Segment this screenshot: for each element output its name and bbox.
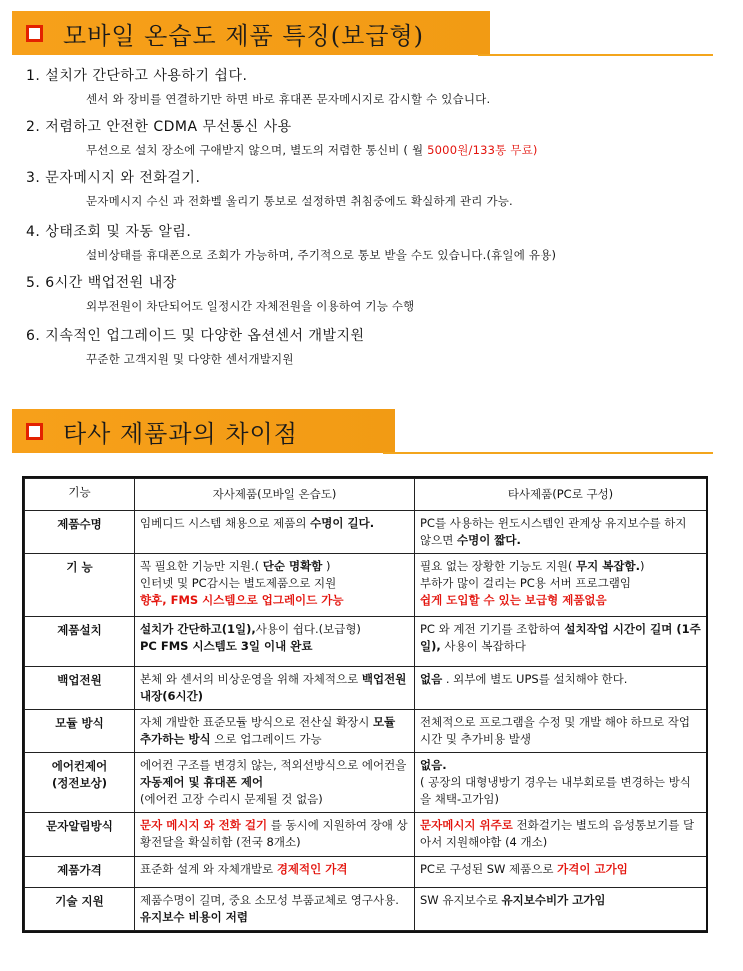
section-header-differences <box>0 409 743 453</box>
theirs-cell <box>415 857 707 888</box>
feature-title: 4. 상태조회 및 자동 알림. <box>26 224 192 240</box>
feature-cell: 백업전원 <box>25 667 135 710</box>
table-row <box>25 857 707 888</box>
section-header-bar <box>12 11 490 55</box>
cell-text: 전화걸기는 별도의 음성통보기를 달아서 지원해야함 (4 개소) <box>420 818 695 849</box>
table-row <box>25 753 707 813</box>
checkbox-square-icon <box>26 25 43 42</box>
cell-text: 향후, FMS 시스템으로 업그레이드 가능 <box>140 593 344 607</box>
feature-title: 5. 6시간 백업전원 내장 <box>26 275 177 291</box>
feature-description-text: 무선으로 설치 장소에 구애받지 않으며, 별도의 저렴한 통신비 ( 월 <box>86 143 428 157</box>
section-header-bar <box>12 409 395 453</box>
cell-text: 없음. <box>420 758 447 772</box>
cell-text: 없음 <box>420 672 443 686</box>
theirs-cell <box>415 667 707 710</box>
feature-description-text: 외부전원이 차단되어도 일정시간 자체전원을 이용하여 기능 수행 <box>86 299 415 313</box>
feature-cell: 에어컨제어 (정전보상) <box>25 753 135 813</box>
theirs-cell <box>415 554 707 617</box>
ours-cell <box>135 813 415 857</box>
cell-text: 필요 없는 장황한 기능도 지원( <box>420 559 577 573</box>
ours-cell <box>135 511 415 554</box>
feature-description <box>86 297 723 315</box>
header-theirs: 타사제품(PC로 구성) <box>415 479 707 511</box>
cell-text: 단순 명확함 <box>262 559 323 573</box>
cell-text: 문자 메시지 와 전화 걸기 <box>140 818 268 832</box>
ours-cell <box>135 753 415 813</box>
section-title: 모바일 온습도 제품 특징(보급형) <box>63 21 425 50</box>
section-header-features <box>0 11 743 55</box>
feature-description-text: 꾸준한 고객지원 및 다양한 센서개발지원 <box>86 352 294 366</box>
ours-cell <box>135 710 415 753</box>
ours-cell <box>135 617 415 667</box>
cell-text: 표준화 설계 와 자체개발로 <box>140 862 277 876</box>
cell-text: 부하가 많이 걸리는 PC용 서버 프로그램임 <box>420 576 631 590</box>
cell-text: 제품수명이 길며, 중요 소모성 부품교체로 영구사용. <box>140 893 399 907</box>
cell-text: 설치작업 시간이 길며 (1주일), <box>420 622 701 653</box>
cell-text: PC로 구성된 SW 제품으로 <box>420 862 558 876</box>
theirs-cell <box>415 813 707 857</box>
header-feature: 기능 <box>25 479 135 511</box>
feature-description <box>86 90 723 108</box>
cell-text: 에어컨 구조를 변경치 않는, 적외선방식으로 에어컨을 <box>140 758 407 772</box>
section-title: 타사 제품과의 차이점 <box>63 419 298 448</box>
cell-text: 본체 와 센서의 비상운영을 위해 자체적으로 <box>140 672 362 686</box>
theirs-cell <box>415 617 707 667</box>
cell-text: 수명이 길다. <box>310 516 375 530</box>
ours-cell <box>135 554 415 617</box>
feature-description <box>86 192 723 210</box>
cell-text: (에어컨 고장 수리시 문제될 것 없음) <box>140 792 323 806</box>
table-row <box>25 888 707 931</box>
table-row <box>25 813 707 857</box>
cell-text: 경제적인 가격 <box>276 862 348 876</box>
feature-cell: 문자알림방식 <box>25 813 135 857</box>
cell-text: 유지보수 비용이 저렴 <box>140 910 248 924</box>
table-row <box>25 667 707 710</box>
cell-text: 인터넷 및 PC감시는 별도제품으로 지원 <box>140 576 337 590</box>
checkbox-square-icon <box>26 423 43 440</box>
ours-cell <box>135 667 415 710</box>
cell-text: 임베디드 시스템 채용으로 제품의 <box>140 516 311 530</box>
theirs-cell <box>415 710 707 753</box>
feature-description-text: 설비상태를 휴대폰으로 조회가 가능하며, 주기적으로 통보 받을 수도 있습니다.(휴일에 유용) <box>86 248 557 262</box>
cell-text: 무지 복잡함. <box>576 559 640 573</box>
feature-description-text: 센서 와 장비를 연결하기만 하면 바로 휴대폰 문자메시지로 감시할 수 있습니다. <box>86 92 491 106</box>
cell-text: 꼭 필요한 기능만 지원.( <box>140 559 263 573</box>
cell-text: 모듈 추가하는 방식 <box>140 715 396 746</box>
table-header-row <box>25 479 707 511</box>
cell-text: 으로 업그레이드 가능 <box>210 732 322 746</box>
cell-text: 설치가 간단하고(1일), <box>140 622 256 636</box>
feature-cell: 모듈 방식 <box>25 710 135 753</box>
feature-cell: 제품가격 <box>25 857 135 888</box>
cell-text: 쉽게 도입할 수 있는 보급형 제품없음 <box>420 593 607 607</box>
cell-text: 사용이 복잡하다 <box>440 639 526 653</box>
feature-title: 6. 지속적인 업그레이드 및 다양한 옵션센서 개발지원 <box>26 328 365 344</box>
cell-text: . 외부에 별도 UPS를 설치해야 한다. <box>442 672 628 686</box>
table-row <box>25 617 707 667</box>
cell-text: SW 유지보수로 <box>420 893 502 907</box>
feature-item <box>26 273 723 315</box>
table-row <box>25 554 707 617</box>
section-underline <box>478 54 713 56</box>
ours-cell <box>135 888 415 931</box>
cell-text: 가격이 고가임 <box>557 862 628 876</box>
feature-description <box>86 246 723 264</box>
feature-title: 2. 저렴하고 안전한 CDMA 무선통신 사용 <box>26 119 292 135</box>
feature-title: 3. 문자메시지 와 전화걸기. <box>26 170 201 186</box>
feature-cell: 기 능 <box>25 554 135 617</box>
cell-text: PC를 사용하는 윈도시스템인 관계상 유지보수를 하지 않으면 <box>420 516 687 547</box>
feature-description-highlight: 5000원/133통 무료) <box>427 143 538 157</box>
feature-cell: 기술 지원 <box>25 888 135 931</box>
cell-text: 전체적으로 프로그램을 수정 및 개발 해야 하므로 작업시간 및 추가비용 발생 <box>420 715 690 746</box>
cell-text: 문자메시지 위주로 <box>420 818 513 832</box>
theirs-cell <box>415 511 707 554</box>
cell-text: 를 동시에 지원하여 장애 상황전달을 확실히함 (전국 8개소) <box>140 818 408 849</box>
table-row <box>25 710 707 753</box>
cell-text: ) <box>640 559 645 573</box>
comparison-table <box>24 478 707 931</box>
cell-text: 사용이 쉽다.(보급형) <box>255 622 361 636</box>
cell-text: 자동제어 및 휴대폰 제어 <box>140 775 264 789</box>
feature-item <box>26 117 723 159</box>
ours-cell <box>135 857 415 888</box>
header-ours: 자사제품(모바일 온습도) <box>135 479 415 511</box>
cell-text: 백업전원 내장(6시간) <box>140 672 407 703</box>
theirs-cell <box>415 753 707 813</box>
cell-text: 유지보수비가 고가임 <box>501 893 606 907</box>
feature-item <box>26 222 723 264</box>
cell-text: 수명이 짧다. <box>456 533 521 547</box>
feature-title: 1. 설치가 간단하고 사용하기 쉽다. <box>26 68 248 84</box>
cell-text: ) <box>322 559 331 573</box>
feature-cell: 제품설치 <box>25 617 135 667</box>
feature-item <box>26 326 723 368</box>
feature-item <box>26 66 723 108</box>
cell-text: PC 와 계전 기기를 조합하여 <box>420 622 565 636</box>
feature-description-text: 문자메시지 수신 과 전화벨 울리기 통보로 설정하면 취침중에도 확실하게 관리 가능. <box>86 194 513 208</box>
section-underline <box>383 452 713 454</box>
table-row <box>25 511 707 554</box>
cell-text: 자체 개발한 표준모듈 방식으로 전산실 확장시 <box>140 715 374 729</box>
feature-item <box>26 168 723 210</box>
feature-description <box>86 350 723 368</box>
theirs-cell <box>415 888 707 931</box>
feature-cell: 제품수명 <box>25 511 135 554</box>
cell-text: ( 공장의 대형냉방기 경우는 내부회로를 변경하는 방식을 채택-고가임) <box>420 775 691 806</box>
feature-description <box>86 141 723 159</box>
cell-text: PC FMS 시스템도 3일 이내 완료 <box>140 639 313 653</box>
